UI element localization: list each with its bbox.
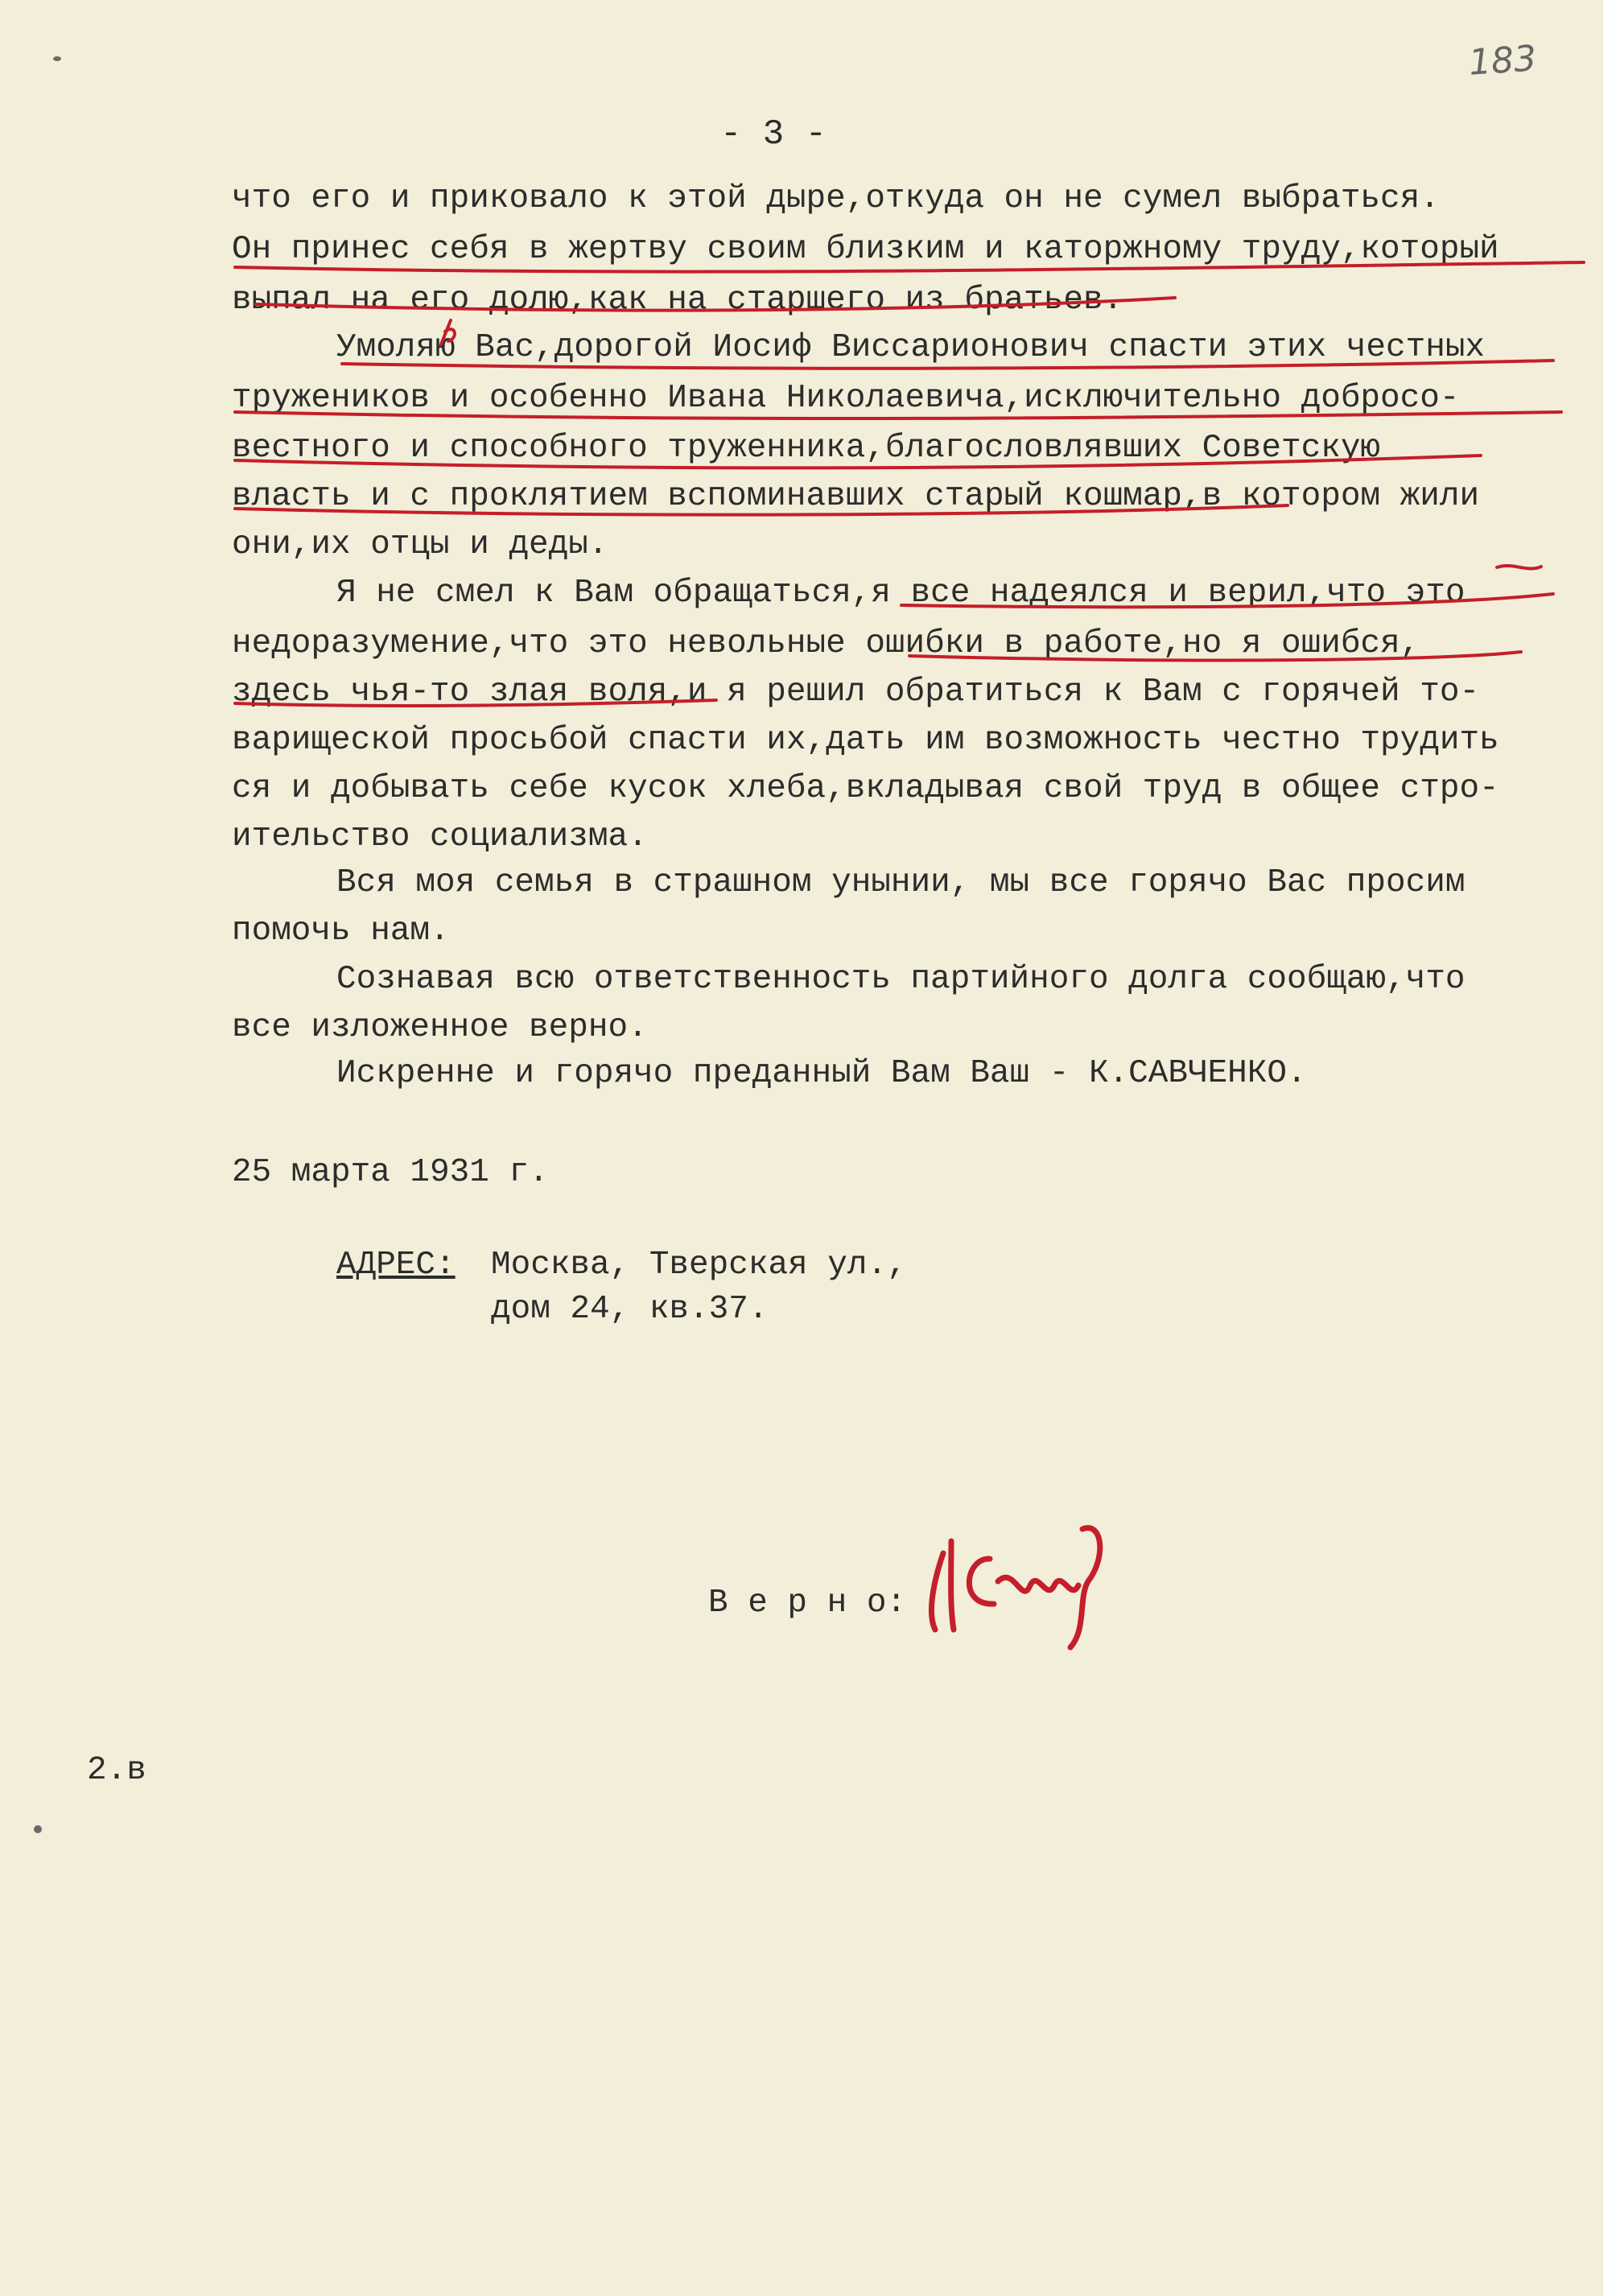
text-line: Умоляю Вас,дорогой Иосиф Виссарионович спасти этих честных xyxy=(336,329,1486,366)
underline-mark xyxy=(909,652,1521,660)
text-line: вестного и способного труженника,благословлявших Советскую xyxy=(232,430,1381,467)
text-line: Сознавая всю ответственность партийного долга сообщаю,что xyxy=(336,961,1466,998)
underline-mark xyxy=(235,505,1288,515)
annotation-mark xyxy=(1497,566,1541,569)
text-line: выпал на его долю,как на старшего из братьев. xyxy=(232,282,1123,319)
text-line: недоразумение,что это невольные ошибки в работе,но я ошибся, xyxy=(232,625,1420,662)
text-line: Я не смел к Вам обращаться,я все надеялся и верил,что это xyxy=(336,575,1466,612)
underline-mark xyxy=(256,298,1175,311)
address-line: дом 24, кв.37. xyxy=(491,1291,769,1328)
text-line: все изложенное верно. xyxy=(232,1009,648,1046)
page-number: - 3 - xyxy=(720,114,827,155)
address-line: Москва, Тверская ул., xyxy=(491,1247,907,1284)
annotation-mark xyxy=(441,320,455,344)
address-label: АДРЕС: xyxy=(336,1247,456,1284)
text-line: Он принес себя в жертву своим близким и каторжному труду,который xyxy=(232,231,1499,268)
attestation-label: В е р н о: xyxy=(708,1585,907,1622)
footer-code: 2.в xyxy=(87,1752,146,1789)
underline-mark xyxy=(342,361,1553,369)
text-line: тружеников и особенно Ивана Николаевича,исключительно добросо- xyxy=(232,380,1460,417)
text-line: Вся моя семья в страшном унынии, мы все горячо Вас просим xyxy=(336,864,1466,901)
text-line: здесь чья-то злая воля,и я решил обратиться к Вам с горячей то- xyxy=(232,674,1480,711)
letter-date: 25 марта 1931 г. xyxy=(232,1154,549,1191)
underline-mark xyxy=(235,700,716,706)
underline-mark xyxy=(235,412,1561,418)
underline-mark xyxy=(901,594,1553,607)
archive-page-number: 183 xyxy=(1467,38,1538,84)
text-line: ительство социализма. xyxy=(232,818,648,855)
underline-mark xyxy=(235,262,1584,272)
text-line: они,их отцы и деды. xyxy=(232,526,608,563)
text-line: что его и приковало к этой дыре,откуда он не сумел выбраться. xyxy=(232,180,1440,217)
text-line: ся и добывать себе кусок хлеба,вкладывая свой труд в общее стро- xyxy=(232,770,1499,807)
text-line: Искренне и горячо преданный Вам Ваш - К.САВЧЕНКО. xyxy=(336,1055,1307,1092)
text-line: варищеской просьбой спасти их,дать им возможность честно трудить xyxy=(232,722,1499,759)
underline-mark xyxy=(235,455,1481,468)
text-line: власть и с проклятием вспоминавших старый кошмар,в котором жили xyxy=(232,478,1480,515)
text-line: помочь нам. xyxy=(232,913,450,950)
